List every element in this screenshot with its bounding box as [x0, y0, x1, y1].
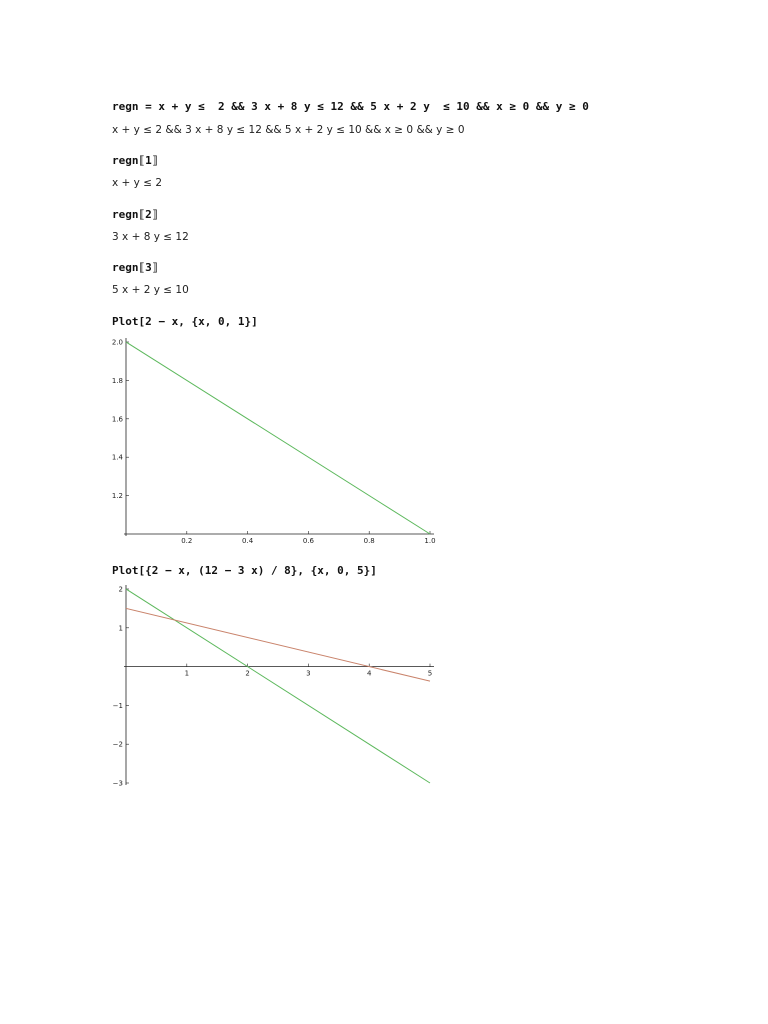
x-tick-label: 2 — [245, 669, 250, 678]
y-tick-label: 1.2 — [111, 492, 123, 501]
y-tick-label: 1 — [118, 624, 123, 633]
output-cell-part-1: x + y ≤ 2 — [112, 177, 163, 189]
input-cell-regn-part-1[interactable]: regn⟦1⟧ — [112, 154, 159, 167]
x-tick-label: 0.6 — [302, 537, 314, 545]
plot-2 — [100, 580, 440, 795]
y-tick-label: −3 — [112, 779, 123, 788]
x-tick-label: 0.4 — [242, 537, 254, 545]
input-cell-plot-2[interactable]: Plot[{2 − x, (12 − 3 x) / 8}, {x, 0, 5}] — [112, 564, 377, 577]
y-tick-label: 2.0 — [111, 338, 123, 347]
x-tick-label: 5 — [427, 669, 433, 678]
x-tick-label: 0.2 — [181, 537, 193, 545]
series-line-2 — [126, 608, 433, 681]
x-tick-label: 4 — [366, 669, 372, 678]
series-line-1 — [126, 342, 430, 534]
y-tick-label: 2 — [118, 585, 123, 594]
y-tick-label: 1.6 — [111, 415, 123, 424]
input-cell-plot-1[interactable]: Plot[2 − x, {x, 0, 1}] — [112, 315, 258, 328]
input-cell-regn-part-2[interactable]: regn⟦2⟧ — [112, 208, 159, 221]
output-cell-regn: x + y ≤ 2 && 3 x + 8 y ≤ 12 && 5 x + 2 y ≤ 10 && x ≥ 0 && y ≥ 0 — [112, 124, 465, 136]
x-tick-label: 3 — [306, 669, 311, 678]
y-tick-label: 1.8 — [111, 376, 123, 385]
input-cell-regn-definition[interactable]: regn = x + y ≤ 2 && 3 x + 8 y ≤ 12 && 5 x + 2 y ≤ 10 && x ≥ 0 && y ≥ 0 — [112, 100, 589, 113]
x-tick-label: 1 — [184, 669, 190, 678]
y-tick-label: −1 — [112, 701, 123, 710]
x-tick-label: 1.0 — [424, 537, 436, 545]
y-tick-label: −2 — [112, 740, 123, 749]
series-line-1 — [126, 589, 433, 783]
output-cell-part-3: 5 x + 2 y ≤ 10 — [112, 284, 189, 296]
input-cell-regn-part-3[interactable]: regn⟦3⟧ — [112, 261, 159, 274]
output-cell-part-2: 3 x + 8 y ≤ 12 — [112, 231, 189, 243]
y-tick-label: 1.4 — [111, 453, 123, 462]
x-tick-label: 0.8 — [363, 537, 375, 545]
plot-1 — [100, 332, 440, 547]
